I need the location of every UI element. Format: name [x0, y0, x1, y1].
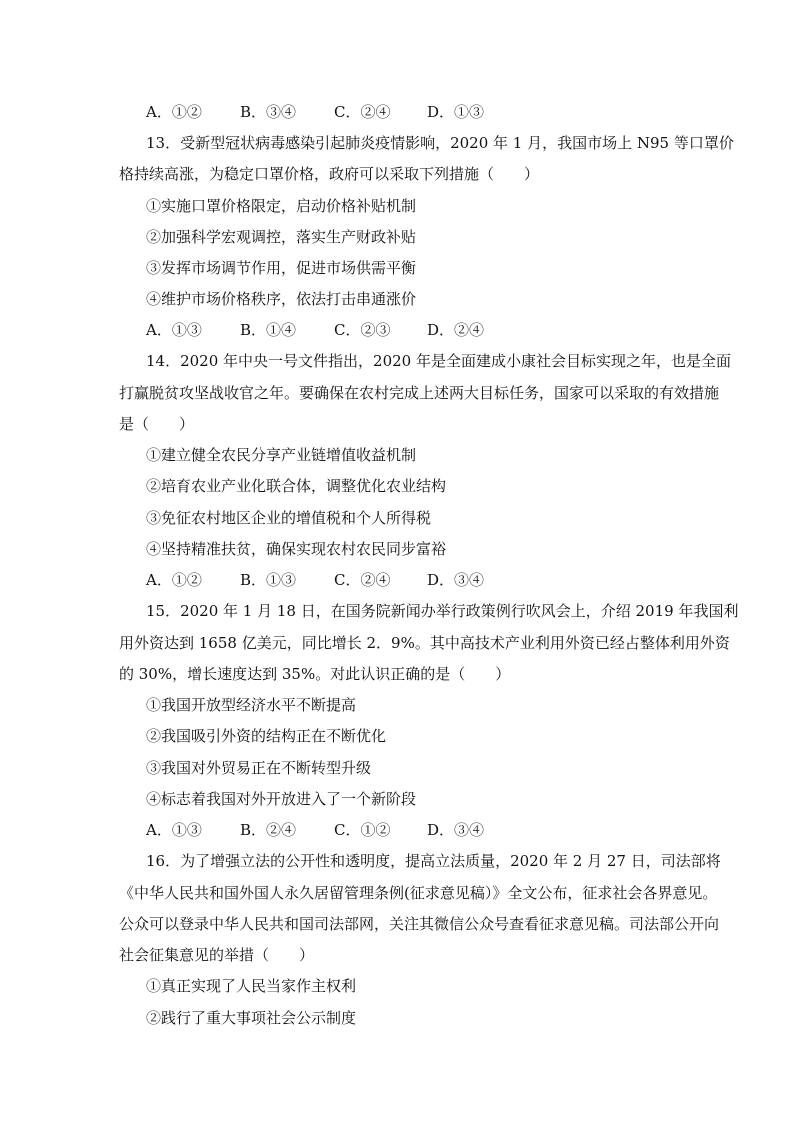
q13-stem-line-2: 格持续高涨，为稳定口罩价格，政府可以采取下列措施（ ）: [119, 165, 540, 183]
q14-option-a: A．①②: [146, 571, 202, 589]
q15-statement-1: ①我国开放型经济水平不断提高: [146, 696, 357, 714]
q14-statement-2: ②培育农业产业化联合体，调整优化农业结构: [146, 477, 447, 495]
q15-option-d: D．③④: [427, 821, 485, 839]
q16-stem-line-4: 社会征集意见的举措（ ）: [119, 946, 315, 964]
q15-option-a: A．①③: [146, 821, 202, 839]
q14-stem-line-1: 14．2020 年中央一号文件指出，2020 年是全面建成小康社会目标实现之年，也是全面: [146, 352, 731, 370]
q15-option-c: C．①②: [334, 821, 391, 839]
q16-statement-1: ①真正实现了人民当家作主权利: [146, 977, 357, 995]
q13-option-d: D．②④: [427, 321, 485, 339]
q15-statement-2: ②我国吸引外资的结构正在不断优化: [146, 727, 387, 745]
q14-stem-line-3: 是（ ）: [119, 415, 195, 433]
q13-option-b: B．①④: [240, 321, 297, 339]
q13-stem-line-1: 13．受新型冠状病毒感染引起肺炎疫情影响，2020 年 1 月，我国市场上 N95 等口罩价: [146, 134, 734, 152]
q13-statement-3: ③发挥市场调节作用，促进市场供需平衡: [146, 259, 417, 277]
q12-option-d: D．①③: [427, 103, 485, 121]
q14-option-b: B．①③: [240, 571, 297, 589]
q15-statement-4: ④标志着我国对外开放进入了一个新阶段: [146, 790, 417, 808]
q13-option-c: C．②③: [334, 321, 391, 339]
q13-statement-1: ①实施口罩价格限定，启动价格补贴机制: [146, 197, 417, 215]
q15-option-b: B．②④: [240, 821, 297, 839]
q13-statement-4: ④维护市场价格秩序，依法打击串通涨价: [146, 290, 417, 308]
q14-stem-line-2: 打赢脱贫攻坚战收官之年。要确保在农村完成上述两大目标任务，国家可以采取的有效措施: [119, 384, 720, 402]
q14-statement-3: ③免征农村地区企业的增值税和个人所得税: [146, 509, 432, 527]
q16-statement-2: ②践行了重大事项社会公示制度: [146, 1009, 357, 1027]
q15-stem-line-1: 15．2020 年 1 月 18 日，在国务院新闻办举行政策例行吹风会上，介绍 2019 年我国利: [146, 602, 739, 620]
q14-statement-4: ④坚持精准扶贫，确保实现农村农民同步富裕: [146, 540, 447, 558]
q12-option-c: C．②④: [334, 103, 391, 121]
q16-stem-line-2: 《中华人民共和国外国人永久居留管理条例(征求意见稿）》全文公布，征求社会各界意见。: [119, 884, 718, 902]
q12-option-b: B．③④: [240, 103, 297, 121]
q16-stem-line-1: 16．为了增强立法的公开性和透明度，提高立法质量，2020 年 2 月 27 日，司法部将: [146, 852, 721, 870]
q14-statement-1: ①建立健全农民分享产业链增值收益机制: [146, 446, 417, 464]
q13-statement-2: ②加强科学宏观调控，落实生产财政补贴: [146, 228, 417, 246]
q15-stem-line-2: 用外资达到 1658 亿美元，同比增长 2．9%。其中高技术产业利用外资已经占整体利用外资: [119, 634, 730, 652]
q15-statement-3: ③我国对外贸易正在不断转型升级: [146, 759, 372, 777]
q14-option-d: D．③④: [427, 571, 485, 589]
q12-option-a: A．①②: [146, 103, 202, 121]
q16-stem-line-3: 公众可以登录中华人民共和国司法部网，关注其微信公众号查看征求意见稿。司法部公开向: [119, 915, 720, 933]
q13-option-a: A．①③: [146, 321, 202, 339]
q15-stem-line-3: 的 30%，增长速度达到 35%。对此认识正确的是（ ）: [119, 665, 511, 683]
q14-option-c: C．②④: [334, 571, 391, 589]
